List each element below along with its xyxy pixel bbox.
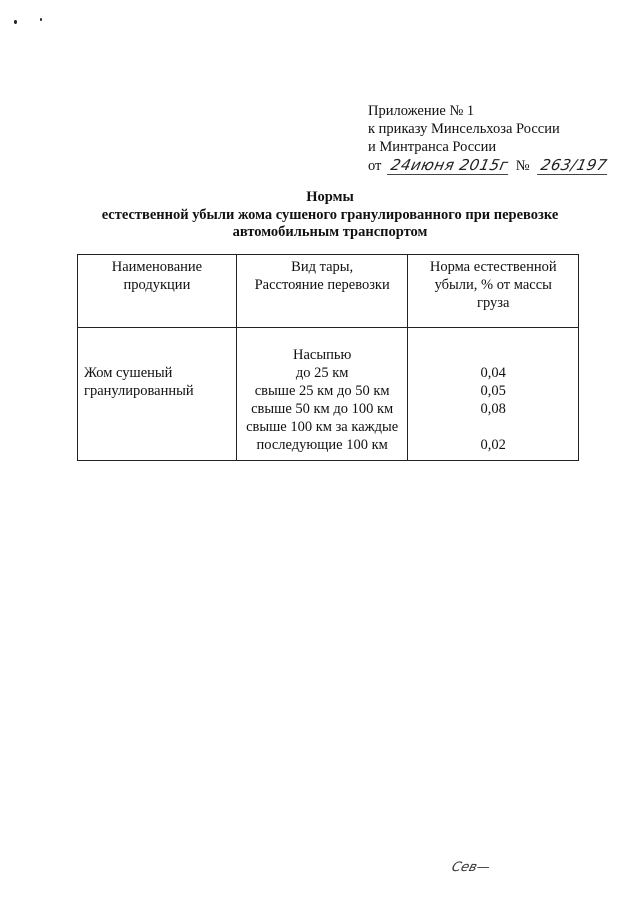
- product-text: Жом сушеный: [84, 365, 173, 381]
- header-text: Норма естественной: [429, 259, 557, 275]
- title-line: естественной убыли жома сушеного гранулированного при перевозке: [101, 206, 559, 223]
- header-text: Наименование: [111, 259, 203, 275]
- appendix-block: [368, 102, 609, 175]
- kind-text: до 25 км: [295, 365, 349, 381]
- value-text: [408, 418, 578, 436]
- scan-speck: [40, 18, 42, 21]
- kind-text: свыше 25 км до 50 км: [254, 383, 390, 399]
- kind-text: Насыпью: [293, 347, 352, 363]
- handwritten-number: 263/197: [537, 156, 611, 175]
- kind-text: свыше 100 км за каждые: [246, 419, 399, 435]
- kind-text: последующие 100 км: [256, 437, 388, 453]
- value-text: 0,05: [480, 383, 506, 399]
- header-loss-norm: [408, 255, 579, 328]
- value-text: [408, 346, 578, 364]
- header-text: убыли, % от массы: [434, 277, 552, 293]
- table-row: [78, 328, 579, 461]
- cell-loss-norm: [408, 328, 579, 461]
- value-text: 0,08: [480, 401, 506, 417]
- product-text: гранулированный: [84, 383, 194, 399]
- title-line: Нормы: [306, 189, 354, 205]
- appendix-date-line: [368, 156, 609, 175]
- header-text: груза: [477, 295, 510, 311]
- header-text: продукции: [123, 277, 191, 293]
- norms-table: [77, 254, 579, 461]
- header-text: Расстояние перевозки: [254, 277, 390, 293]
- cell-container-distance: [236, 328, 408, 461]
- header-container-distance: [236, 255, 408, 328]
- scan-speck: [14, 20, 17, 24]
- header-text: Вид тары,: [291, 259, 354, 275]
- document-title: [60, 189, 600, 242]
- handwritten-signature: Сев—: [449, 860, 492, 875]
- number-label: №: [515, 158, 530, 174]
- appendix-line: Приложение № 1: [368, 103, 475, 119]
- kind-text: свыше 50 км до 100 км: [251, 401, 394, 417]
- title-line: автомобильным транспортом: [232, 224, 428, 240]
- appendix-line: к приказу Минсельхоза России: [368, 121, 560, 137]
- table-header-row: [78, 255, 579, 328]
- cell-product: [78, 328, 237, 461]
- handwritten-date: 24июня 2015г: [387, 156, 512, 175]
- header-product: [78, 255, 237, 328]
- from-label: от: [368, 158, 382, 174]
- value-text: 0,02: [480, 437, 506, 453]
- appendix-line: и Минтранса России: [368, 139, 497, 155]
- value-text: 0,04: [480, 365, 506, 381]
